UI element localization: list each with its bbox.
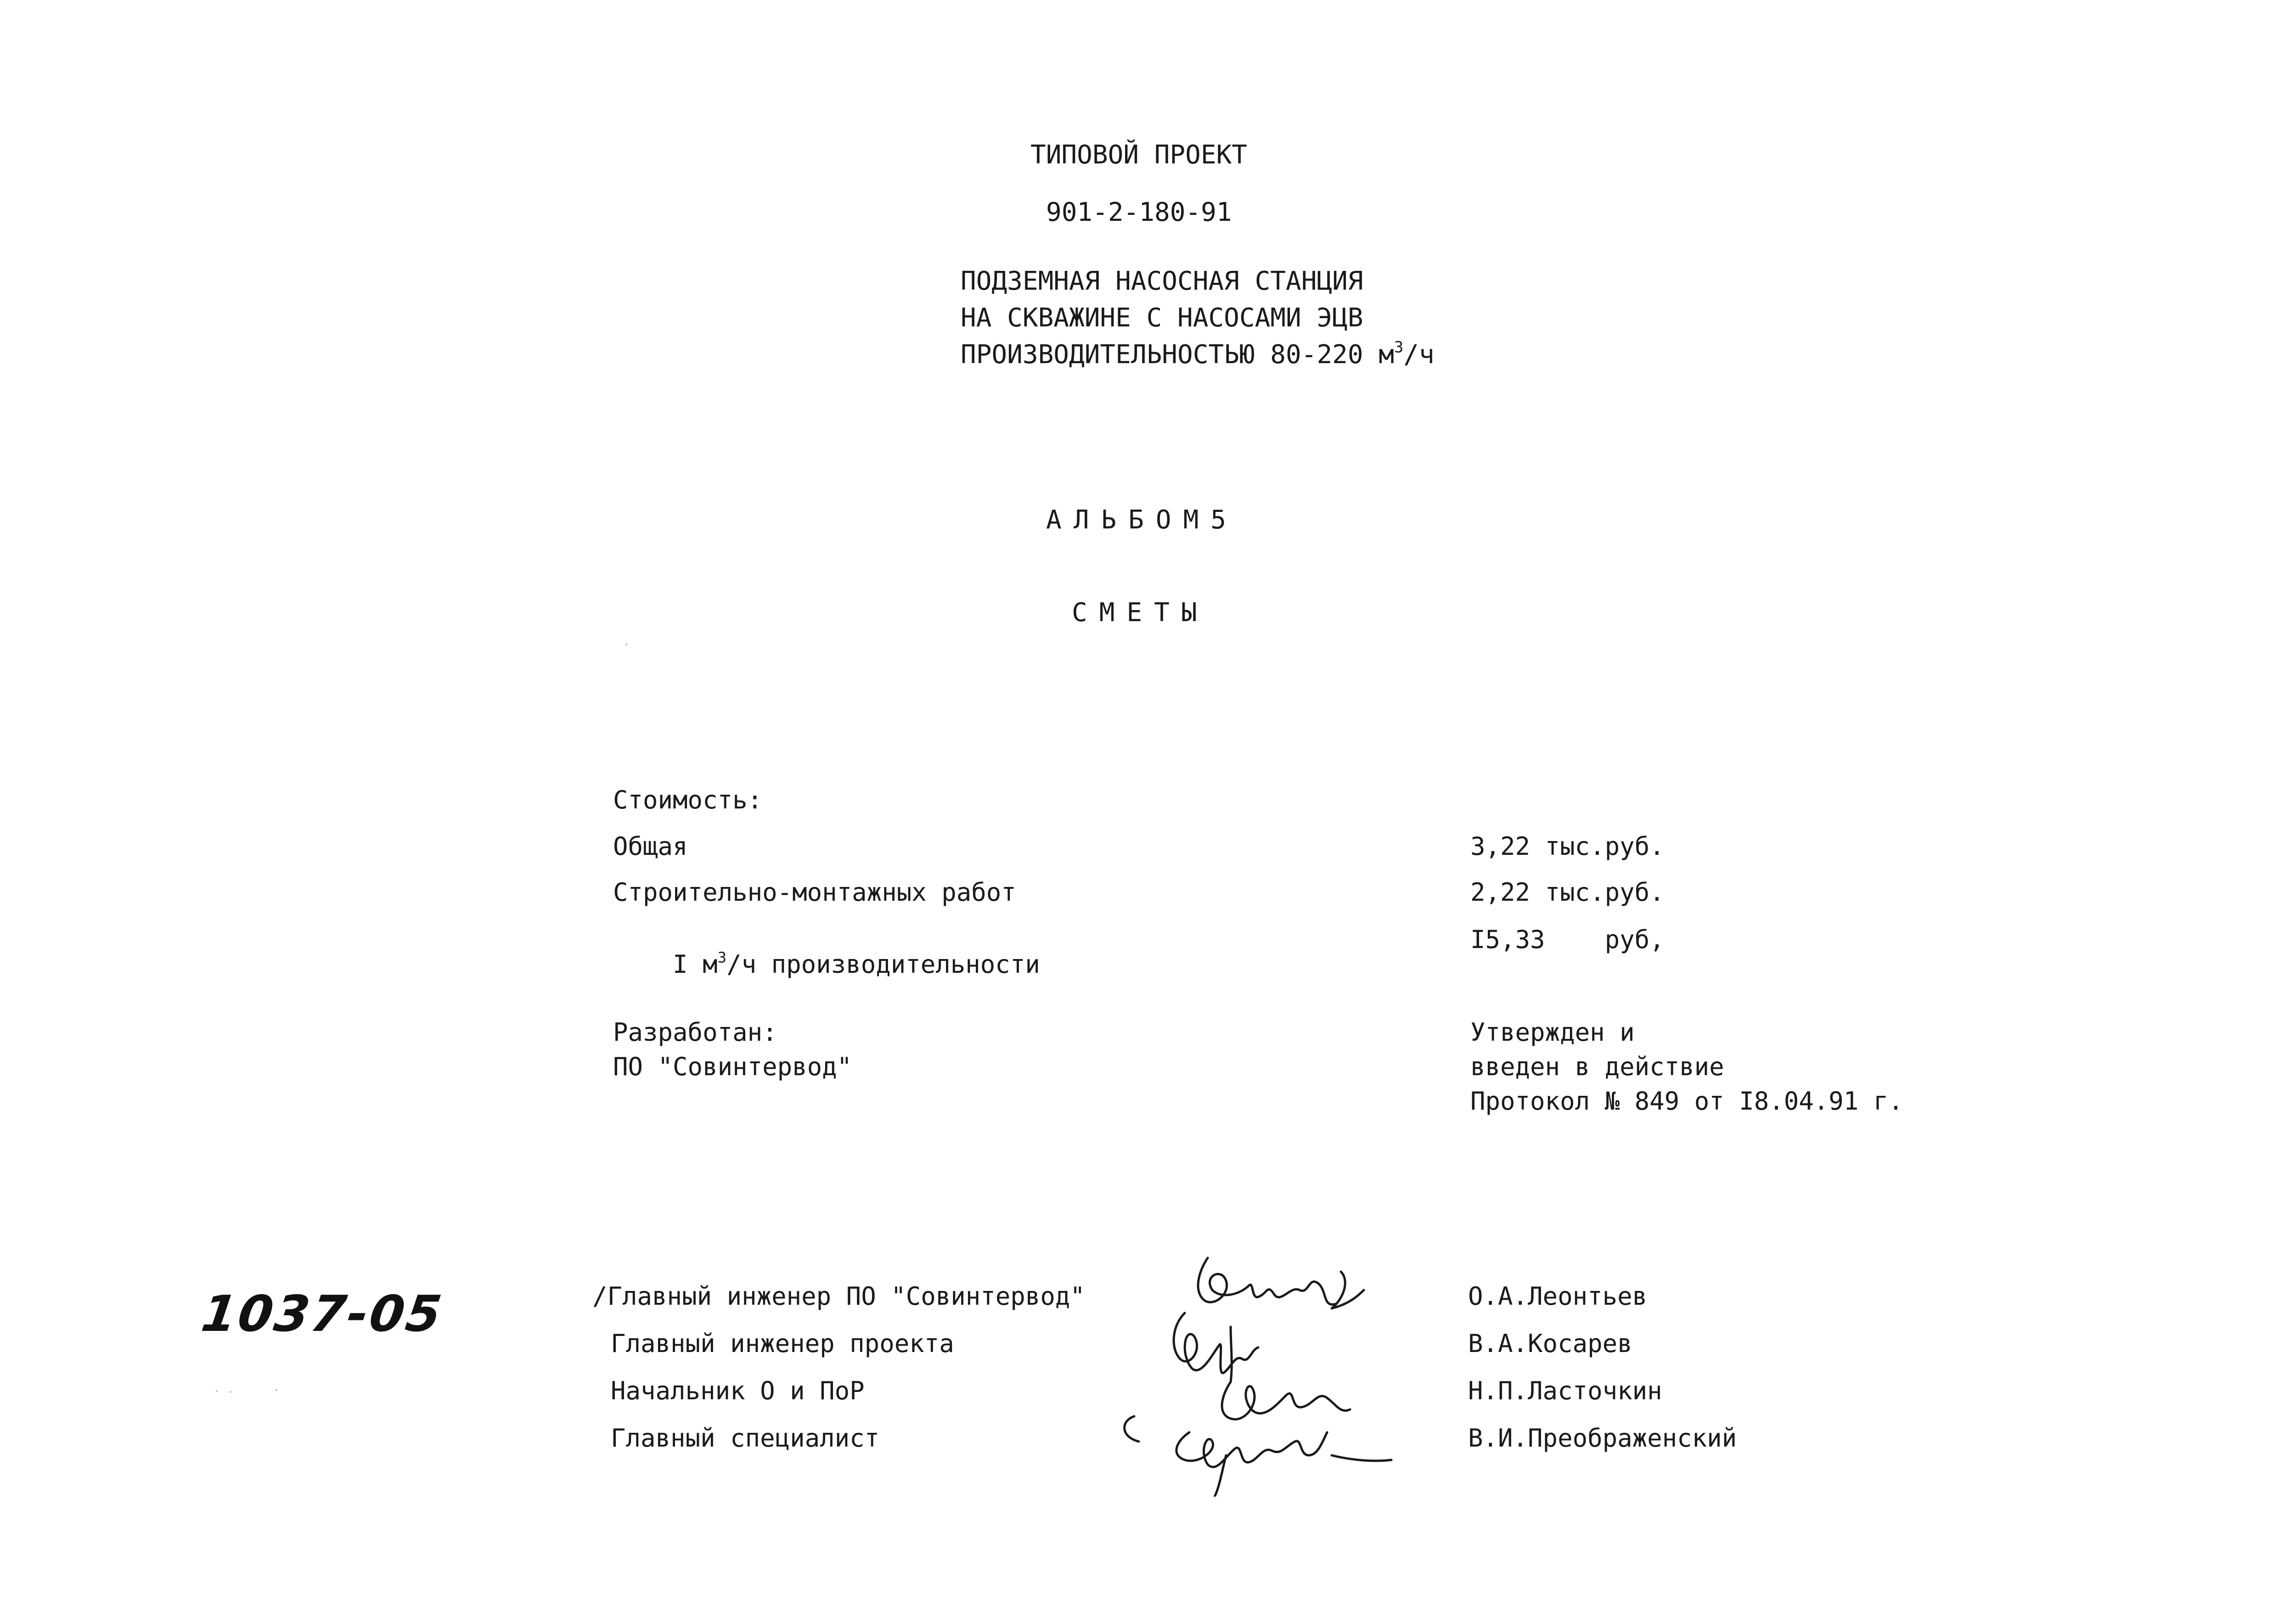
scan-speck (276, 1389, 277, 1391)
approval-line-1: Утвержден и (1470, 1018, 1635, 1047)
title-line-3-suffix: /ч (1403, 340, 1435, 370)
cost-row-label (613, 927, 1040, 1002)
handwritten-signatures (1093, 1240, 1396, 1497)
title-line-1: ПОДЗЕМНАЯ НАСОСНАЯ СТАНЦИЯ (961, 266, 1363, 296)
title-line-3 (961, 338, 1435, 370)
cost-row-value: 2,22 тыс.руб. (1470, 878, 1665, 907)
signatory-role: Начальник О и ПоР (611, 1376, 865, 1405)
signatory-name: В.И.Преображенский (1468, 1424, 1737, 1453)
signature-stroke (1174, 1313, 1258, 1382)
scan-speck (216, 1390, 218, 1392)
developer-heading: Разработан: (613, 1018, 777, 1047)
signatory-role: Главный специалист (611, 1424, 880, 1453)
developer-org: ПО "Совинтервод" (613, 1052, 852, 1081)
signature-stroke (1125, 1416, 1391, 1497)
cost-row-label-prefix: Строительно-монтажных работ (613, 878, 1016, 907)
signatory-name: Н.П.Ласточкин (1468, 1376, 1662, 1405)
scan-speck (230, 1391, 231, 1393)
scan-speck (625, 644, 627, 645)
signature-stroke (1222, 1382, 1350, 1419)
approval-line-2: введен в действие (1470, 1052, 1724, 1081)
title-line-2: НА СКВАЖИНЕ С НАСОСАМИ ЭЦВ (961, 303, 1363, 333)
handwritten-doc-number: 1037-05 (198, 1285, 447, 1343)
cost-row-label-sup: 3 (717, 948, 727, 966)
signatory-role: Главный инженер проекта (611, 1329, 954, 1358)
album-label: АЛЬБОМ5 (1046, 505, 1238, 535)
cost-heading: Стоимость: (613, 785, 763, 814)
cost-row-value: I5,33 руб, (1470, 925, 1665, 954)
signatory-name: В.А.Косарев (1468, 1329, 1632, 1358)
cost-row-label-suffix: /ч производительности (726, 950, 1040, 979)
cost-row-label (613, 880, 1016, 905)
cost-row-value: 3,22 тыс.руб. (1470, 832, 1665, 861)
signatory-name: О.А.Леонтьев (1468, 1282, 1648, 1311)
cost-row-label-prefix: I м (673, 950, 718, 979)
project-code: 901-2-180-91 (1046, 197, 1232, 227)
section-label: СМЕТЫ (1072, 598, 1209, 628)
title-line-3-prefix: ПРОИЗВОДИТЕЛЬНОСТЬЮ 80-220 м (961, 340, 1395, 370)
signatory-role: /Главный инженер ПО "Совинтервод" (592, 1282, 1085, 1311)
project-type: ТИПОВОЙ ПРОЕКТ (1030, 140, 1248, 170)
cost-row-label (613, 834, 688, 859)
signature-stroke (1198, 1258, 1364, 1308)
cost-row-label-prefix: Общая (613, 832, 688, 861)
approval-protocol: Протокол № 849 от I8.04.91 г. (1470, 1087, 1903, 1116)
title-line-3-sup: 3 (1394, 338, 1404, 356)
